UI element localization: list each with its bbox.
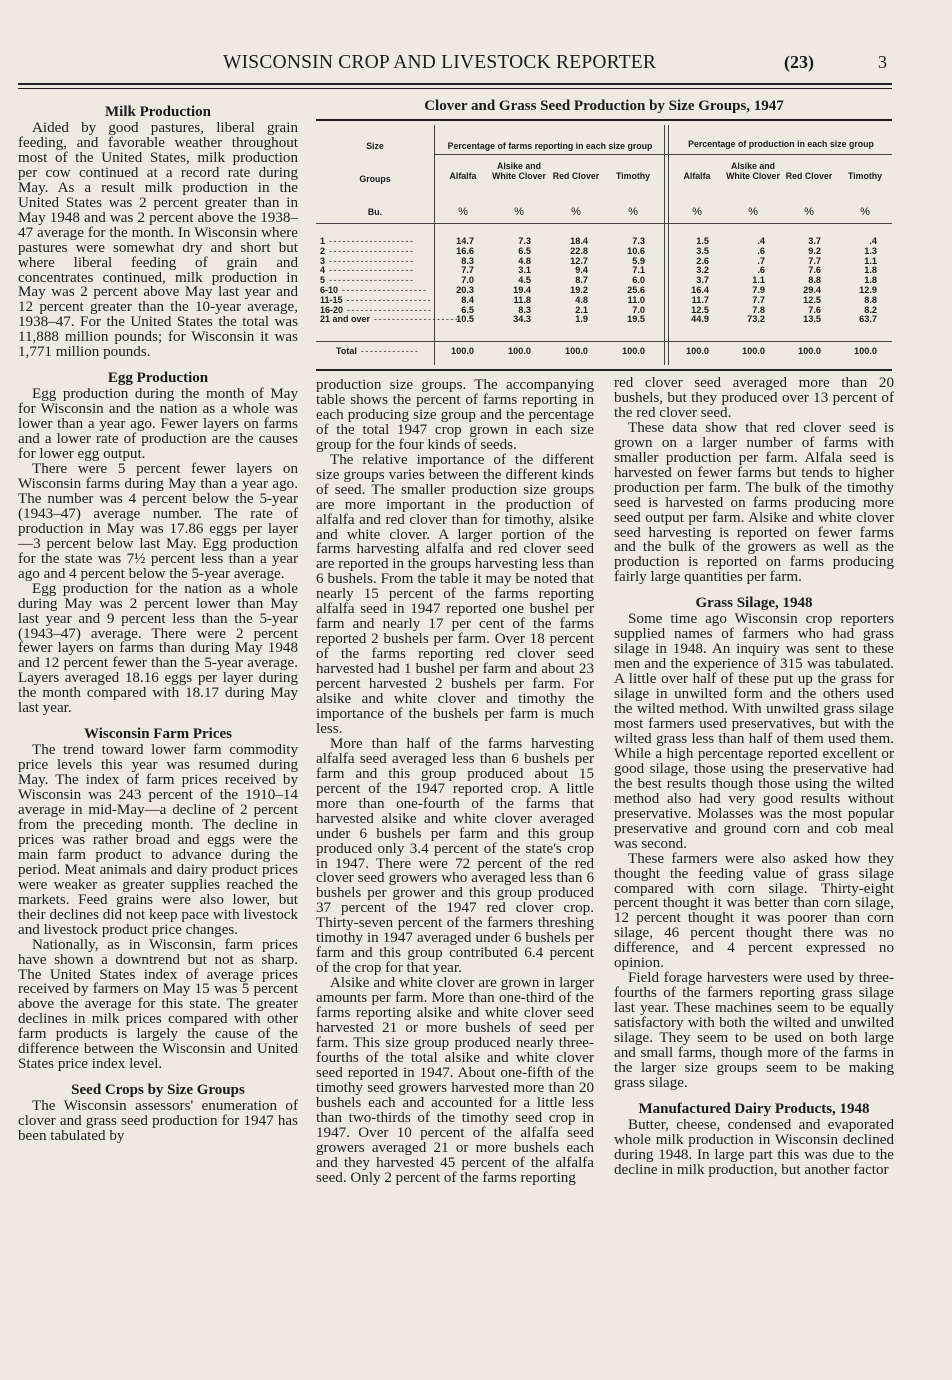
table-cell: 3.2 xyxy=(696,265,709,276)
table-cell: 6.5 xyxy=(461,304,474,315)
groups-header: Groups xyxy=(359,174,391,184)
milk-heading: Milk Production xyxy=(105,104,211,120)
table-cell: 7.9 xyxy=(752,285,765,295)
table-cell: 16.4 xyxy=(691,285,709,295)
table-cell: 22.8 xyxy=(570,245,588,256)
table-rule xyxy=(316,223,892,224)
table-cell: 7.3 xyxy=(518,236,531,246)
row-leader: - - - - - - - - - - - - - - - - - - - xyxy=(329,236,413,246)
prices-paragraph-1: The trend toward lower farm commodity price levels this year was resumed during May. The index of farm prices received by Wisconsin was 243 percent of the 1910–14 average in mid-May—a decline of 2 percent from the preceding month. The decline in prices was rather broad and eggs were the main farm product to advance during the period. Meat animals and dairy product prices were weaker as greater supplies reached the markets. Feed grains were also lower, but their declines did not keep pace with livestock and livestock product price changes. xyxy=(18,742,298,938)
total-cell: 100.0 xyxy=(686,346,709,356)
total-cell: 100.0 xyxy=(854,346,877,356)
table-cell: .4 xyxy=(757,236,765,246)
silage-paragraph-2: These farmers were also asked how they thought the feeding value of grass silage compared with corn silage. Thirty-eight percent thought it was better than corn silage, 12 percent thought it was poorer than corn silage, 46 percent thought there was no difference, and 4 percent expressed no opinion. xyxy=(614,850,894,972)
unit-mark: % xyxy=(458,206,468,218)
silage-paragraph-3: Field forage harvesters were used by three-fourths of the farmers reporting grass silage last year. These machines seem to be equally satisfactory with both the wilted and unwilted silage. They seem to be used on both large and small farms, though more of the farms in the larger size groups seem to be making grass silage. xyxy=(614,970,894,1091)
row-size-label: 1 xyxy=(320,236,326,246)
table-cell: 11.7 xyxy=(691,294,709,305)
table-title: Clover and Grass Seed Production by Size Groups, 1947 xyxy=(424,98,784,114)
row-size-label: 2 xyxy=(320,245,326,256)
dairy-heading: Manufactured Dairy Products, 1948 xyxy=(638,1100,870,1117)
table-cell: .4 xyxy=(869,236,877,246)
table-cell: .6 xyxy=(757,265,765,276)
table-cell: 3.1 xyxy=(518,265,531,276)
table-cell: 8.8 xyxy=(864,294,877,305)
table-cell: 3.5 xyxy=(696,245,709,256)
table-cell: 7.0 xyxy=(461,275,474,286)
table-cell: 10.5 xyxy=(456,314,474,325)
seed-continued-paragraph: production size groups. The accompanying table shows the percent of farms reporting in each producing size group and the percentage of the total 1947 crop grown in each size group for the four kinds of seeds. xyxy=(316,377,594,453)
table-cell: 7.1 xyxy=(632,265,645,276)
table-rule xyxy=(434,154,892,155)
table-cell: 7.7 xyxy=(752,294,765,305)
table-cell: 16.6 xyxy=(456,245,474,256)
table-cell: 7.7 xyxy=(461,265,474,276)
unit-mark: % xyxy=(514,206,524,218)
column-header: Red Clover xyxy=(552,171,600,181)
table-cell: 8.3 xyxy=(518,304,531,315)
row-size-label: 16-20 xyxy=(320,304,344,315)
total-cell: 100.0 xyxy=(622,346,645,356)
table-cell: 7.8 xyxy=(752,304,765,315)
header-rule-thin xyxy=(18,88,892,89)
seed-heading: Seed Crops by Size Groups xyxy=(71,1082,245,1099)
table-cell: 1.5 xyxy=(696,236,709,246)
table-rule xyxy=(316,341,892,342)
page-header xyxy=(18,52,894,78)
publication-title: WISCONSIN CROP AND LIVESTOCK REPORTER xyxy=(223,52,657,73)
egg-paragraph-3: Egg production for the nation as a whole during May was 2 percent lower than May last year and 9 percent less than the 5-year (1943–47) average. There were 2 percent fewer layers on farms than during May 1948 and 12 percent fewer than the 5-year average. Layers averaged 18.16 eggs per layer during the month compared with 18.17 during May last year. xyxy=(18,580,298,717)
column-header: Timothy xyxy=(615,171,651,181)
table-cell: 12.9 xyxy=(859,285,877,295)
column-header: Red Clover xyxy=(785,171,833,181)
table-cell: 1.3 xyxy=(864,245,877,256)
unit-mark: % xyxy=(628,206,638,218)
row-leader: - - - - - - - - - - - - - - - - - - - xyxy=(346,294,430,305)
row-size-label: 3 xyxy=(320,255,326,266)
table-cell: 11.0 xyxy=(627,294,645,305)
unit-mark: % xyxy=(860,206,870,218)
column-left xyxy=(18,103,298,1144)
table-cell: 1.1 xyxy=(752,275,765,286)
row-size-label: 6-10 xyxy=(320,285,339,295)
prices-heading: Wisconsin Farm Prices xyxy=(83,726,233,743)
table-cell: 1.9 xyxy=(575,314,588,325)
table-cell: 34.3 xyxy=(513,314,531,325)
table-cell: 12.7 xyxy=(570,255,588,266)
column-header: Timothy xyxy=(847,171,883,181)
row-size-label: 5 xyxy=(320,275,326,286)
row-size-label: 4 xyxy=(320,265,326,276)
table-cell: 11.8 xyxy=(513,294,531,305)
table-cell: 14.7 xyxy=(456,236,474,246)
table-cell: 5.9 xyxy=(632,255,645,266)
total-cell: 100.0 xyxy=(565,346,588,356)
table-cell: 19.5 xyxy=(627,314,645,325)
table-cell: 7.6 xyxy=(808,304,821,315)
table-cell: .6 xyxy=(757,245,765,256)
table-cell: 6.5 xyxy=(518,245,531,256)
unit-mark: % xyxy=(804,206,814,218)
table-cell: 44.9 xyxy=(691,314,709,325)
table-cell: 18.4 xyxy=(570,236,588,246)
farms-group-header: Percentage of farms reporting in each size group xyxy=(447,141,653,151)
table-cell: 1.1 xyxy=(864,255,877,266)
row-leader: - - - - - - - - - - - - - - - - - - - xyxy=(374,314,458,325)
table-divider xyxy=(664,125,665,365)
table-cell: 4.8 xyxy=(518,255,531,266)
table-cell: 9.2 xyxy=(808,245,821,256)
row-size-label: 11-15 xyxy=(320,294,343,305)
issue-number: (23) xyxy=(784,52,814,72)
header-rule xyxy=(18,83,892,85)
silage-heading: Grass Silage, 1948 xyxy=(695,595,813,612)
table-cell: 12.5 xyxy=(803,294,821,305)
column-right xyxy=(614,376,894,1178)
table-cell: .7 xyxy=(757,255,765,266)
egg-heading: Egg Production xyxy=(107,370,209,387)
size-header: Size xyxy=(366,141,384,151)
column-header: Alfalfa xyxy=(683,171,711,181)
unit-mark: % xyxy=(748,206,758,218)
table-cell: 2.1 xyxy=(575,304,588,315)
row-leader: - - - - - - - - - - - - - - - - - - - xyxy=(329,275,413,286)
table-cell: 63.7 xyxy=(859,314,877,325)
table-cell: 7.3 xyxy=(632,236,645,246)
egg-paragraph-2: There were 5 percent fewer layers on Wisconsin farms during May than a year ago. The number was 4 percent below the 5-year (1943–47) average number. The rate of production in May was 17.86 eggs per layer—3 percent below last May. Egg production for the state was 7½ percent less than a year ago and 4 percent below the 5-year average. xyxy=(18,461,298,582)
unit-mark: % xyxy=(692,206,702,218)
seed-paragraph-3: More than half of the farms harvesting alfalfa seed averaged less than 6 bushels per farm and this group produced about 15 percent of the 1947 reported crop. A little more than one-fourth of the farms that harvested alsike and white clover averaged under 6 bushels per farm and this group produced only 3.4 percent of the state's crop in 1947. There were 72 percent of the red clover seed growers who averaged less than 6 bushels per grower and this group produced 37 percent of the 1947 red clover crop. Thirty-seven percent of the farmers threshing timothy in 1947 averaged under 6 bushels per farm and this group contributed 6.4 percent of the crop for that year. xyxy=(316,735,594,977)
seed-paragraph-5: These data show that red clover seed is grown on a larger number of farms with smaller production per farm. Alfala seed is harvested on fewer farms but tends to higher production per farm. The bulk of the timothy seed is harvested on farms producing more seed output per farm. Alsike and white clover seed harvesting is reported on fewer farms and the bulk of the growers as well as the production is reported on farms producing fairly large quantities per farm. xyxy=(614,419,894,586)
table-cell: 7.7 xyxy=(808,255,821,266)
table-cell: 1.8 xyxy=(864,275,877,286)
table-cell: 12.5 xyxy=(691,304,709,315)
table-cell: 13.5 xyxy=(803,314,821,325)
egg-paragraph-1: Egg production during the month of May for Wisconsin and the nation as a whole was lower than a year ago. Fewer layers on farms and a lower rate of production are the causes for lower egg output. xyxy=(18,386,298,463)
row-leader: - - - - - - - - - - - - - xyxy=(360,346,418,356)
seed-paragraph-2: The relative importance of the different size groups varies between the different kinds of seed. The smaller production size groups are more important in the production of alfalfa and red clover than for timothy, alsike and white clover. A larger portion of the farms harvesting alfalfa and red clover seed are reported in the groups harvesting less than 6 bushels. From the table it may be noted that nearly 15 percent of the farms reporting alfalfa seed in 1947 reported one bushel per farm and nearly 17 per cent of the farms reported 2 bushels per farm. Over 18 percent of the farms reporting red clover seed harvested had 1 bushel per farm and about 23 percent harvested 2 bushels per farm. For alsike and white clover and timothy the importance of the bushels per farm is much less. xyxy=(316,451,594,737)
row-leader: - - - - - - - - - - - - - - - - - - - xyxy=(342,285,426,295)
row-leader: - - - - - - - - - - - - - - - - - - - xyxy=(329,245,413,256)
column-header: Alfalfa xyxy=(449,171,477,181)
total-label: Total xyxy=(336,346,357,356)
row-leader: - - - - - - - - - - - - - - - - - - - xyxy=(347,304,431,315)
row-leader: - - - - - - - - - - - - - - - - - - - xyxy=(329,265,413,276)
unit-mark: % xyxy=(571,206,581,218)
total-cell: 100.0 xyxy=(742,346,765,356)
column-header: Alsike and White Clover xyxy=(726,161,780,181)
bushels-header: Bu. xyxy=(367,207,383,217)
production-group-header: Percentage of production in each size group xyxy=(688,139,874,149)
table-cell: 7.0 xyxy=(632,304,645,315)
table-cell: 19.4 xyxy=(513,285,531,295)
silage-paragraph-1: Some time ago Wisconsin crop reporters supplied names of farmers who had grass silage in 1948. An inquiry was sent to these men and the experience of 315 was tabulated. A little over half of these put up the grass for silage in unwilted form and the others used the wilted method. With unwilted grass silage most farmers used preservatives, but with the wilted grass less than half of them used them. While a high percentage reported excellent or good silage, those using the preservative had the best results though those using the wilted method also had very good results without preservative. Molasses was the most popular preservative and ground corn and cob meal was second. xyxy=(614,611,894,852)
row-leader: - - - - - - - - - - - - - - - - - - - xyxy=(329,255,413,266)
table-cell: 20.3 xyxy=(456,285,474,295)
table-cell: 73.2 xyxy=(747,314,765,325)
table-cell: 19.2 xyxy=(570,285,588,295)
table-cell: 7.6 xyxy=(808,265,821,276)
table-cell: 1.8 xyxy=(864,265,877,276)
table-cell: 4.5 xyxy=(518,275,531,286)
table-cell: 8.7 xyxy=(575,275,588,286)
seed-paragraph-4: Alsike and white clover are grown in larger amounts per farm. More than one-third of the farms reporting alsike and white clover seed harvested 21 or more bushels of seed per farm. This size group produced nearly three-fourths of the total alsike and white clover seed reported in 1947. About one-fifth of the timothy seed growers harvested more than 20 bushels each and accounted for a little less than two-thirds of the timothy seed crop in 1947. Over 10 percent of the alfalfa seed growers averaged 21 or more bushels each and they harvested 45 percent of the alfalfa seed. Only 2 percent of the farms reporting xyxy=(316,975,594,1186)
table-cell: 4.8 xyxy=(575,294,588,305)
row-size-label: 21 and over xyxy=(320,314,371,325)
table-cell: 9.4 xyxy=(575,265,588,276)
seed-production-table xyxy=(316,119,892,371)
table-cell: 6.0 xyxy=(632,275,645,286)
table-cell: 3.7 xyxy=(696,275,709,286)
table-cell: 10.6 xyxy=(627,245,645,256)
prices-paragraph-2: Nationally, as in Wisconsin, farm prices have shown a downtrend but not as sharp. The United States index of average prices received by farmers on May 15 was 5 percent above the average for this state. The greater declines in milk prices compared with other farm products is largely the cause of the difference between the Wisconsin and United States price index level. xyxy=(18,936,298,1073)
total-cell: 100.0 xyxy=(508,346,531,356)
table-cell: 29.4 xyxy=(803,285,821,295)
table-cell: 3.7 xyxy=(808,236,821,246)
table-cell: 8.8 xyxy=(808,275,821,286)
table-cell: 25.6 xyxy=(627,285,645,295)
column-middle xyxy=(316,378,594,1185)
milk-paragraph: Aided by good pastures, liberal grain feeding, and favorable weather throughout most of the United States, milk production per cow continued at a record rate during May. As a result milk production in the United States was 2 percent greater than in May 1948 and was 2 percent above the 1938–47 average for the month. In Wisconsin where pastures were somewhat dry and short but where liberal feeding of grain and concentrates continued, milk production in May was 2 percent above May last year and 12 percent greater than the 10-year average, 1938–47. For the United States the total was 11,888 million pounds; for Wisconsin it was 1,771 million pounds. xyxy=(18,120,298,361)
total-cell: 100.0 xyxy=(798,346,821,356)
seed-paragraph: The Wisconsin assessors' enumeration of clover and grass seed production for 1947 has been tabulated by xyxy=(18,1098,298,1145)
table-cell: 8.2 xyxy=(864,304,877,315)
table-cell: 2.6 xyxy=(696,255,709,266)
total-cell: 100.0 xyxy=(451,346,474,356)
dairy-paragraph: Butter, cheese, condensed and evaporated whole milk production in Wisconsin declined during 1948. In large part this was due to the decline in milk production, but another factor xyxy=(614,1116,894,1178)
table-cell: 8.4 xyxy=(461,294,474,305)
page-number: 3 xyxy=(878,52,887,72)
seed-continued-paragraph: red clover seed averaged more than 20 bushels, but they produced over 13 percent of the red clover seed. xyxy=(614,375,894,421)
table-cell: 8.3 xyxy=(461,255,474,266)
column-header: Alsike and White Clover xyxy=(492,161,546,181)
